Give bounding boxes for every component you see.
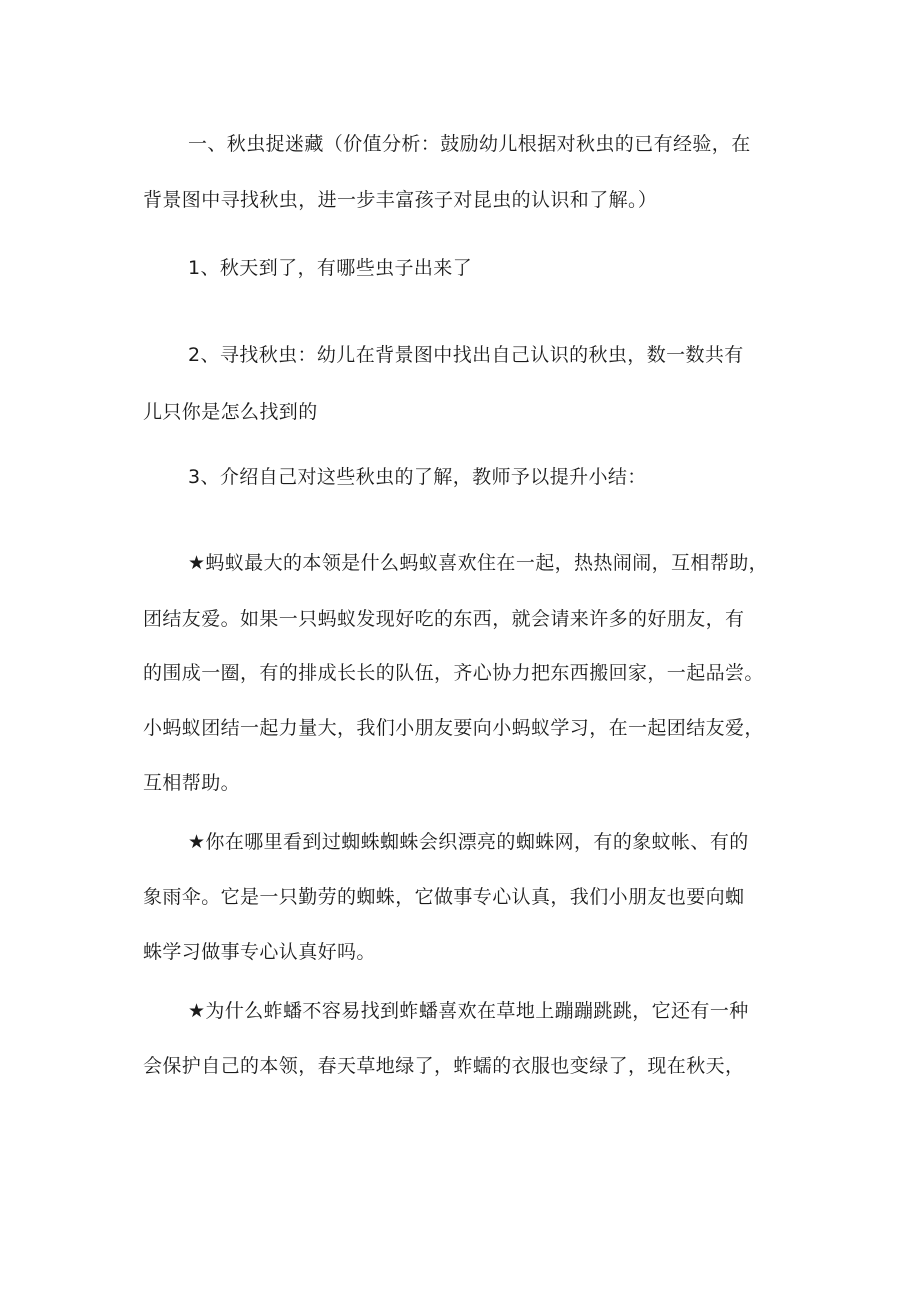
- step-3-text: 3、介绍自己对这些秋虫的了解，教师予以提升小结：: [188, 466, 647, 488]
- section-heading-line-2: 背景图中寻找秋虫，进一步丰富孩子对昆虫的认识和了解。）: [143, 189, 658, 211]
- spider-paragraph-line-3: 蛛学习做事专心认真好吗。: [143, 941, 376, 963]
- ant-paragraph-line-1: ★蚂蚁最大的本领是什么蚂蚁喜欢住在一起，热热闹闹，互相帮助，: [188, 552, 769, 574]
- step-2-line-2: 儿只你是怎么找到的: [143, 401, 318, 423]
- step-2-line-1: 2、寻找秋虫：幼儿在背景图中找出自己认识的秋虫，数一数共有: [188, 344, 744, 366]
- grasshopper-paragraph-line-1: ★为什么蚱蟠不容易找到蚱蟠喜欢在草地上蹦蹦跳跳，它还有一种: [188, 1000, 749, 1022]
- ant-paragraph-line-2: 团结友爱。如果一只蚂蚁发现好吃的东西，就会请来许多的好朋友，有: [143, 608, 745, 630]
- spider-paragraph-line-1: ★你在哪里看到过蜘蛛蜘蛛会织漂亮的蜘蛛网，有的象蚊帐、有的: [188, 831, 749, 853]
- spider-paragraph-line-2: 象雨伞。它是一只勤劳的蜘蛛，它做事专心认真，我们小朋友也要向蜘: [143, 886, 745, 908]
- section-heading-line-1: 一、秋虫捉迷藏（价值分析：鼓励幼儿根据对秋虫的已有经验，在: [188, 133, 751, 155]
- grasshopper-paragraph-line-2: 会保护自己的本领，春天草地绿了，蚱蠕的衣服也变绿了，现在秋天，: [143, 1055, 745, 1077]
- ant-paragraph-line-4: 小蚂蚁团结一起力量大，我们小朋友要向小蚂蚁学习，在一起团结友爱，: [143, 717, 764, 739]
- step-1-text: 1、秋天到了，有哪些虫子出来了: [188, 257, 473, 279]
- ant-paragraph-line-3: 的围成一圈，有的排成长长的队伍，齐心协力把东西搬回家，一起品尝。: [143, 662, 764, 684]
- ant-paragraph-line-5: 互相帮助。: [143, 772, 241, 794]
